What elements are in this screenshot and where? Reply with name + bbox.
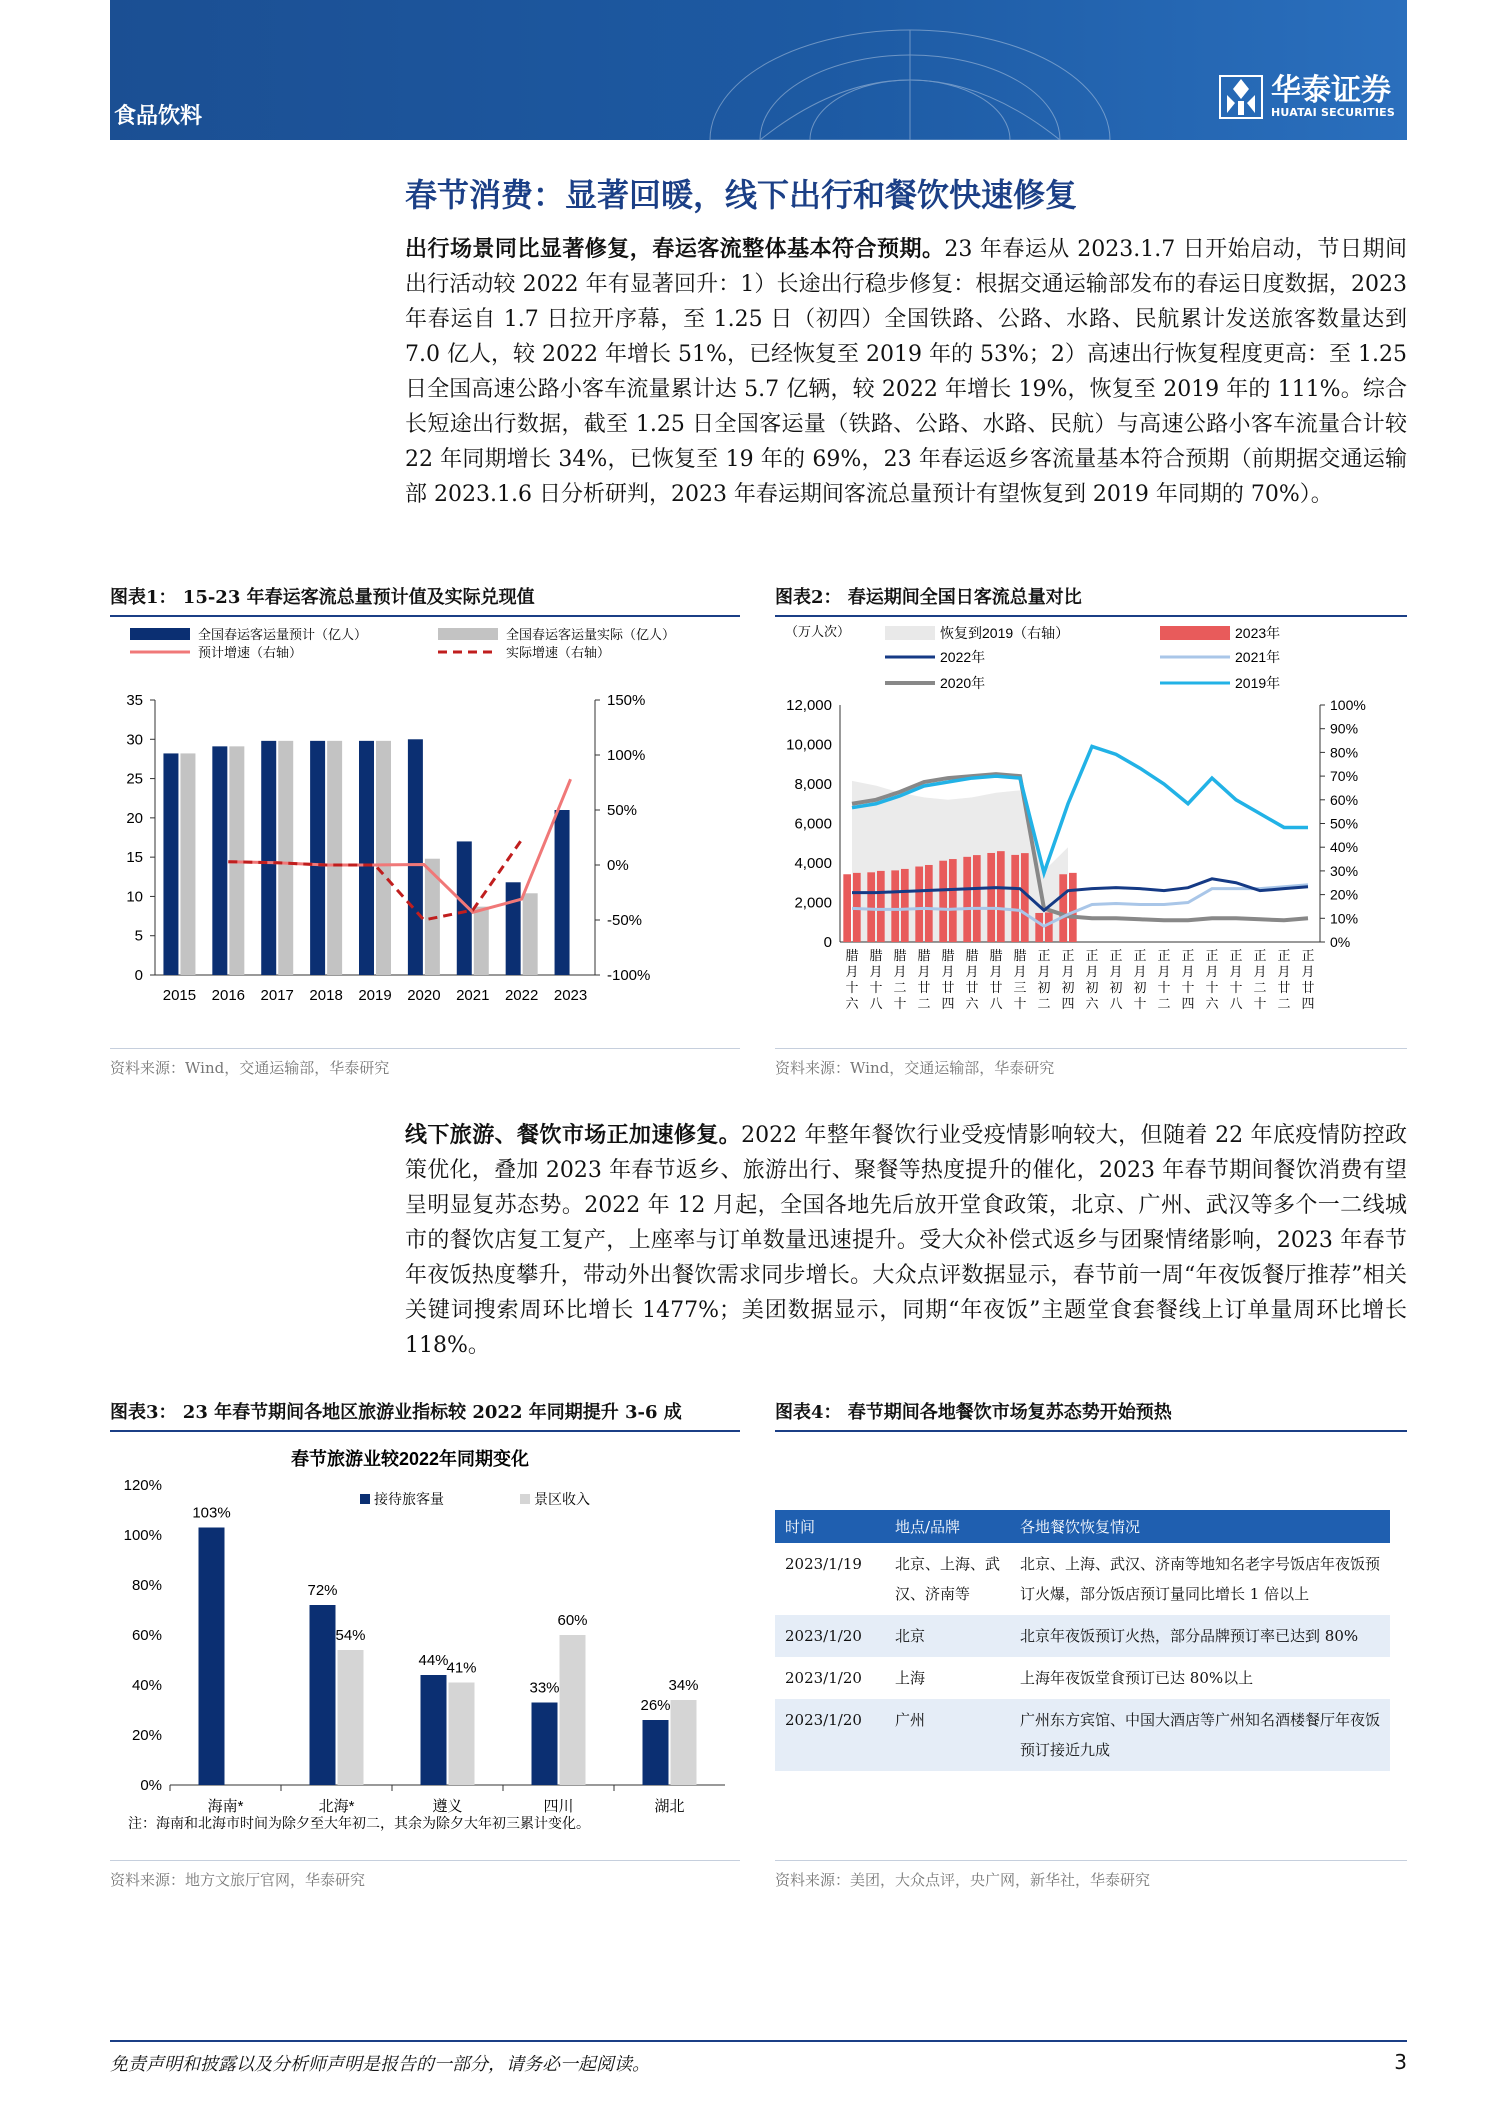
- y2-tick-label: -50%: [607, 912, 643, 929]
- cell-place: 北京: [885, 1615, 1010, 1657]
- paragraph-body-2: 2022 年整年餐饮行业受疫情影响较大，但随着 22 年底疫情防控政策优化，叠加 2023 年春节返乡、旅游出行、聚餐等热度提升的催化，2023 年春节期间餐饮消费有望呈明显复苏态势。2022 年 12 月起，全国各地先后放开堂食政策，北京、广州、武汉等多个一二线城市的餐饮店复工复产，上座率与订单数量迅速提升。受大众补偿式返乡与团聚情绪影响，2023 年春节年夜饭热度攀升，带动外出餐饮需求同步增长。大众点评数据显示，春节前一周“年夜饭餐厅推荐”相关关键词搜索周环比增长 1477%；美团数据显示，同期“年夜饭”主题堂食套餐线上订单量周环比增长 118%。: [405, 1123, 1407, 1358]
- bar-2023: [1011, 855, 1019, 942]
- y2-tick-label: 20%: [1330, 886, 1359, 903]
- x-tick-label: 正月廿四: [1301, 948, 1315, 1011]
- page-footer: [110, 2040, 1407, 2075]
- x-tick-label: 腊月二十: [893, 948, 907, 1011]
- cell-date: 2023/1/20: [775, 1699, 885, 1771]
- bar-2023: [997, 851, 1005, 942]
- paragraph-body: 23 年春运从 2023.1.7 日开始启动，节日期间出行活动较 2022 年有显著回升：1）长途出行稳步修复：根据交通运输部发布的春运日度数据，2023 年春运自 1.7 日拉开序幕，至 1.25 日（初四）全国铁路、公路、水路、民航累计发送旅客数量达到 7.0 亿人，较 2022 年增长 51%，已经恢复至 2019 年的 53%；2）高速出行恢复程度更高：至 1.25 日全国高速公路小客车流量累计达 5.7 亿辆，较 2022 年增长 19%，恢复至 2019 年的 111%。综合长短途出行数据，截至 1.25 日全国客运量（铁路、公路、水路、民航）与高速公路小客车流量合计较 22 年同期增长 34%，已恢复至 19 年的 69%，23 年春运返乡客流量基本符合预期（前期据交通运输部 2023.1.6 日分析研判，2023 年春运期间客流总量预计有望恢复到 2019 年同期的 70%）。: [405, 237, 1407, 507]
- cell-place: 北京、上海、武汉、济南等: [895, 1555, 1001, 1603]
- legend-label-2022: 2022年: [940, 649, 986, 665]
- x-tick-label: 腊月廿二: [917, 948, 931, 1011]
- data-label-visitors: 44%: [418, 1652, 449, 1669]
- x-tick-label: 正月十二: [1157, 948, 1171, 1011]
- y-tick-label: 120%: [123, 1477, 162, 1494]
- x-tick-label: 2017: [260, 987, 294, 1004]
- x-tick-label: 2015: [162, 987, 197, 1004]
- x-tick-label: 遵义: [432, 1798, 463, 1815]
- data-label-revenue: 41%: [446, 1659, 477, 1677]
- legend-label-revenue: 景区收入: [534, 1491, 590, 1507]
- figure-2: [775, 583, 1407, 617]
- cell-desc: 广州东方宾馆、中国大酒店等广州知名酒楼餐厅年夜饭预订接近九成: [1010, 1699, 1390, 1771]
- y-tick-label: 10: [126, 888, 143, 906]
- x-tick-label: 2016: [211, 987, 246, 1004]
- bar-2023: [987, 853, 995, 942]
- bar-forecast: [212, 746, 227, 975]
- column-header-desc: 各地餐饮恢复情况: [1010, 1510, 1390, 1543]
- y2-tick-label: 50%: [1330, 815, 1359, 832]
- bar-2023: [949, 859, 957, 942]
- globe-decoration: [670, 20, 1150, 140]
- chart-3: [110, 1440, 750, 1835]
- bar-2023: [1021, 853, 1029, 942]
- section-label: 食品饮料: [114, 103, 203, 129]
- bar-revenue: [671, 1700, 697, 1785]
- legend-label-actual: 全国春运客运量实际（亿人）: [506, 627, 676, 642]
- cell-place: 上海: [895, 1669, 926, 1687]
- table-row: [775, 1699, 1390, 1771]
- y-tick-label: 12,000: [786, 697, 832, 714]
- y-tick-label: 60%: [131, 1627, 162, 1644]
- cell-date: 2023/1/19: [785, 1555, 862, 1573]
- bar-2023: [1069, 873, 1077, 942]
- x-tick-label: 正月十六: [1205, 948, 1219, 1011]
- paragraph-travel: [405, 232, 1407, 512]
- bar-forecast: [555, 810, 570, 975]
- x-tick-label: 正月初六: [1085, 948, 1099, 1011]
- figure-1-title: 图表1： 15-23 年春运客流总量预计值及实际兑现值: [110, 583, 740, 617]
- y2-tick-label: 50%: [607, 802, 638, 819]
- bar-revenue: [449, 1683, 475, 1786]
- bar-actual: [523, 893, 538, 975]
- legend-label-2023: 2023年: [1235, 625, 1281, 641]
- x-tick-label: 正月初二: [1037, 948, 1051, 1011]
- bar-visitors: [421, 1675, 447, 1785]
- bar-2023: [915, 867, 923, 942]
- y-tick-label: 0: [134, 967, 143, 984]
- figure-4-source: 资料来源：美团，大众点评，央广网，新华社，华泰研究: [775, 1860, 1407, 1890]
- y-tick-label: 30: [126, 731, 143, 749]
- bar-2023: [1035, 913, 1043, 942]
- y-tick-label: 0: [823, 934, 832, 951]
- y-tick-label: 4,000: [794, 855, 832, 872]
- y2-tick-label: -100%: [607, 967, 651, 984]
- y-tick-label: 100%: [123, 1527, 162, 1544]
- legend-swatch-recovery: [885, 626, 935, 640]
- company-logo: [1219, 72, 1395, 119]
- y-tick-label: 25: [126, 770, 143, 788]
- y2-tick-label: 100%: [607, 747, 646, 764]
- x-tick-label: 正月初十: [1133, 948, 1147, 1011]
- cell-desc: 上海年夜饭堂食预订已达 80%以上: [1020, 1669, 1254, 1687]
- y2-tick-label: 30%: [1330, 862, 1359, 879]
- table-row: [775, 1657, 1390, 1699]
- y-tick-label: 0%: [140, 1777, 162, 1794]
- bar-actual: [278, 741, 293, 975]
- figure-4-title: 图表4： 春节期间各地餐饮市场复苏态势开始预热: [775, 1398, 1407, 1432]
- legend-label-2019: 2019年: [1235, 675, 1281, 691]
- x-tick-label: 四川: [543, 1798, 574, 1815]
- bar-2023: [1045, 912, 1053, 942]
- x-tick-label: 北海*: [318, 1798, 355, 1815]
- bar-revenue: [338, 1650, 364, 1785]
- cell-desc: 北京年夜饭预订火热，部分品牌预订率已达到 80%: [1010, 1615, 1390, 1657]
- bar-2023: [973, 855, 981, 942]
- chart-1: [110, 620, 750, 1040]
- logo-cn: 华泰证券: [1271, 72, 1392, 108]
- cell-desc: 北京、上海、武汉、济南等地知名老字号饭店年夜饭预订火爆，部分饭店预订量同比增长 1 倍以上: [1020, 1555, 1381, 1603]
- bar-visitors: [310, 1605, 336, 1785]
- x-tick-label: 湖北: [654, 1798, 685, 1815]
- y2-tick-label: 70%: [1330, 768, 1359, 785]
- legend-swatch-actual: [438, 628, 498, 640]
- bar-forecast: [506, 882, 521, 975]
- y2-tick-label: 80%: [1330, 744, 1359, 761]
- data-label-visitors: 33%: [529, 1679, 560, 1697]
- data-label-visitors: 26%: [640, 1697, 671, 1714]
- y-tick-label: 20%: [131, 1727, 162, 1744]
- figure-3-note: 注：海南和北海市时间为除夕至大年初二，其余为除夕大年初三累计变化。: [128, 1815, 590, 1831]
- y2-tick-label: 0%: [1330, 934, 1351, 950]
- x-tick-label: 正月初四: [1061, 948, 1075, 1011]
- bar-revenue: [560, 1635, 586, 1785]
- y2-tick-label: 150%: [607, 692, 646, 709]
- bar-2023: [867, 872, 875, 942]
- bar-2023: [939, 861, 947, 942]
- figure-2-title: 图表2： 春运期间全国日客流总量对比: [775, 583, 1407, 617]
- y-tick-label: 10,000: [786, 736, 832, 754]
- cell-date: 2023/1/20: [775, 1615, 885, 1657]
- chart-3-title: 春节旅游业较2022年同期变化: [290, 1449, 530, 1469]
- bar-forecast: [310, 741, 325, 975]
- figure-1-source: 资料来源：Wind，交通运输部，华泰研究: [110, 1048, 740, 1078]
- bar-2023: [901, 869, 909, 942]
- y-tick-label: 8,000: [794, 776, 832, 793]
- y2-tick-label: 0%: [607, 857, 629, 874]
- data-label-revenue: 60%: [557, 1612, 588, 1629]
- y-tick-label: 6,000: [794, 815, 832, 833]
- chart-2: [775, 620, 1407, 1040]
- paragraph-lead: 出行场景同比显著修复，春运客流整体基本符合预期。: [405, 236, 945, 262]
- y2-tick-label: 60%: [1330, 791, 1359, 808]
- y-tick-label: 80%: [131, 1577, 162, 1594]
- table-header-row: [775, 1510, 1390, 1543]
- x-tick-label: 正月二十: [1253, 948, 1267, 1011]
- x-tick-label: 腊月十八: [869, 948, 883, 1011]
- x-tick-label: 2023: [553, 987, 588, 1004]
- x-tick-label: 腊月三十: [1013, 948, 1027, 1011]
- data-label-revenue: 54%: [335, 1627, 366, 1644]
- y2-tick-label: 10%: [1330, 910, 1359, 927]
- x-tick-label: 2022: [504, 987, 539, 1004]
- legend-label-2021: 2021年: [1235, 649, 1281, 665]
- restaurant-recovery-table: [775, 1510, 1390, 1771]
- x-tick-label: 2019: [358, 987, 392, 1004]
- y-tick-label: 35: [126, 692, 143, 709]
- cell-date: 2023/1/20: [785, 1669, 862, 1687]
- x-tick-label: 腊月廿六: [965, 948, 979, 1011]
- bar-visitors: [532, 1703, 558, 1786]
- data-label-visitors: 72%: [307, 1582, 338, 1599]
- data-label-visitors: 103%: [192, 1504, 231, 1522]
- legend-swatch-forecast: [130, 628, 190, 640]
- logo-en: HUATAI SECURITIES: [1271, 105, 1395, 119]
- bar-visitors: [643, 1720, 669, 1785]
- x-tick-label: 2018: [309, 987, 343, 1004]
- x-tick-label: 腊月廿四: [941, 948, 955, 1011]
- column-header-place: 地点/品牌: [885, 1510, 1010, 1543]
- legend-label-actual-growth: 实际增速（右轴）: [506, 645, 611, 660]
- x-tick-label: 2021: [456, 987, 490, 1004]
- x-tick-label: 2020: [407, 987, 441, 1004]
- bar-2023: [891, 870, 899, 942]
- legend-label-forecast: 全国春运客运量预计（亿人）: [198, 627, 368, 642]
- figure-4: [775, 1398, 1407, 1432]
- bar-2023: [963, 857, 971, 942]
- legend-swatch-revenue: [520, 1494, 530, 1504]
- bar-visitors: [199, 1528, 225, 1786]
- bar-forecast: [261, 741, 276, 975]
- page-number: 3: [1394, 2050, 1407, 2074]
- footer-disclaimer: 免责声明和披露以及分析师声明是报告的一部分，请务必一起阅读。: [110, 2054, 650, 2075]
- figure-1: [110, 583, 740, 617]
- x-tick-label: 腊月十六: [845, 948, 859, 1011]
- bar-2023: [925, 865, 933, 942]
- y-tick-label: 15: [126, 849, 143, 867]
- x-tick-label: 正月初八: [1109, 948, 1123, 1011]
- bar-actual: [376, 741, 391, 975]
- figure-3-source: 资料来源：地方文旅厅官网，华泰研究: [110, 1860, 740, 1890]
- x-tick-label: 正月廿二: [1277, 948, 1291, 1011]
- chart-3-legend: [360, 1491, 590, 1507]
- figure-3-title: 图表3： 23 年春节期间各地区旅游业指标较 2022 年同期提升 3-6 成: [110, 1398, 740, 1432]
- figure-3: [110, 1398, 740, 1432]
- figure-2-source: 资料来源：Wind，交通运输部，华泰研究: [775, 1048, 1407, 1078]
- table-row: [775, 1615, 1390, 1657]
- legend-label-forecast-growth: 预计增速（右轴）: [198, 645, 303, 660]
- bar-forecast: [408, 739, 423, 975]
- column-header-date: 时间: [775, 1510, 885, 1543]
- y2-tick-label: 100%: [1330, 697, 1366, 713]
- legend-label-visitors: 接待旅客量: [374, 1491, 444, 1507]
- chart-1-legend: [130, 627, 675, 660]
- legend-swatch-visitors: [360, 1494, 370, 1504]
- x-tick-label: 正月十四: [1181, 948, 1195, 1011]
- data-label-revenue: 34%: [668, 1677, 699, 1694]
- paragraph-lead-2: 线下旅游、餐饮市场正加速修复。: [405, 1122, 742, 1148]
- huatai-logo-icon: [1219, 75, 1263, 119]
- y-tick-label: 20: [126, 809, 143, 827]
- y2-tick-label: 90%: [1330, 720, 1359, 737]
- chart-2-legend: [785, 624, 1280, 691]
- bar-forecast: [163, 753, 178, 975]
- x-tick-label: 正月十八: [1229, 948, 1243, 1011]
- bar-2023: [877, 871, 885, 942]
- legend-label-recovery: 恢复到2019（右轴）: [940, 625, 1070, 641]
- page-header: [110, 0, 1407, 140]
- page-title: 春节消费：显著回暖，线下出行和餐饮快速修复: [405, 176, 1078, 214]
- bar-actual: [474, 907, 489, 975]
- table-row: [775, 1543, 1390, 1615]
- y-tick-label: 40%: [131, 1677, 162, 1694]
- bar-actual: [327, 741, 342, 975]
- bar-2023: [843, 874, 851, 942]
- bar-forecast: [359, 741, 374, 975]
- y-tick-label: 2,000: [794, 894, 832, 912]
- y2-tick-label: 40%: [1330, 839, 1359, 856]
- legend-label-2020: 2020年: [940, 675, 986, 691]
- x-tick-label: 腊月廿八: [989, 948, 1003, 1011]
- cell-place: 广州: [885, 1699, 1010, 1771]
- bar-2023: [1059, 874, 1067, 942]
- legend-swatch-2023: [1160, 626, 1230, 640]
- bar-actual: [180, 753, 195, 975]
- x-tick-label: 海南*: [207, 1798, 244, 1815]
- chart-2-unit: （万人次）: [785, 624, 851, 639]
- y-tick-label: 5: [134, 927, 143, 945]
- paragraph-dining: [405, 1118, 1407, 1363]
